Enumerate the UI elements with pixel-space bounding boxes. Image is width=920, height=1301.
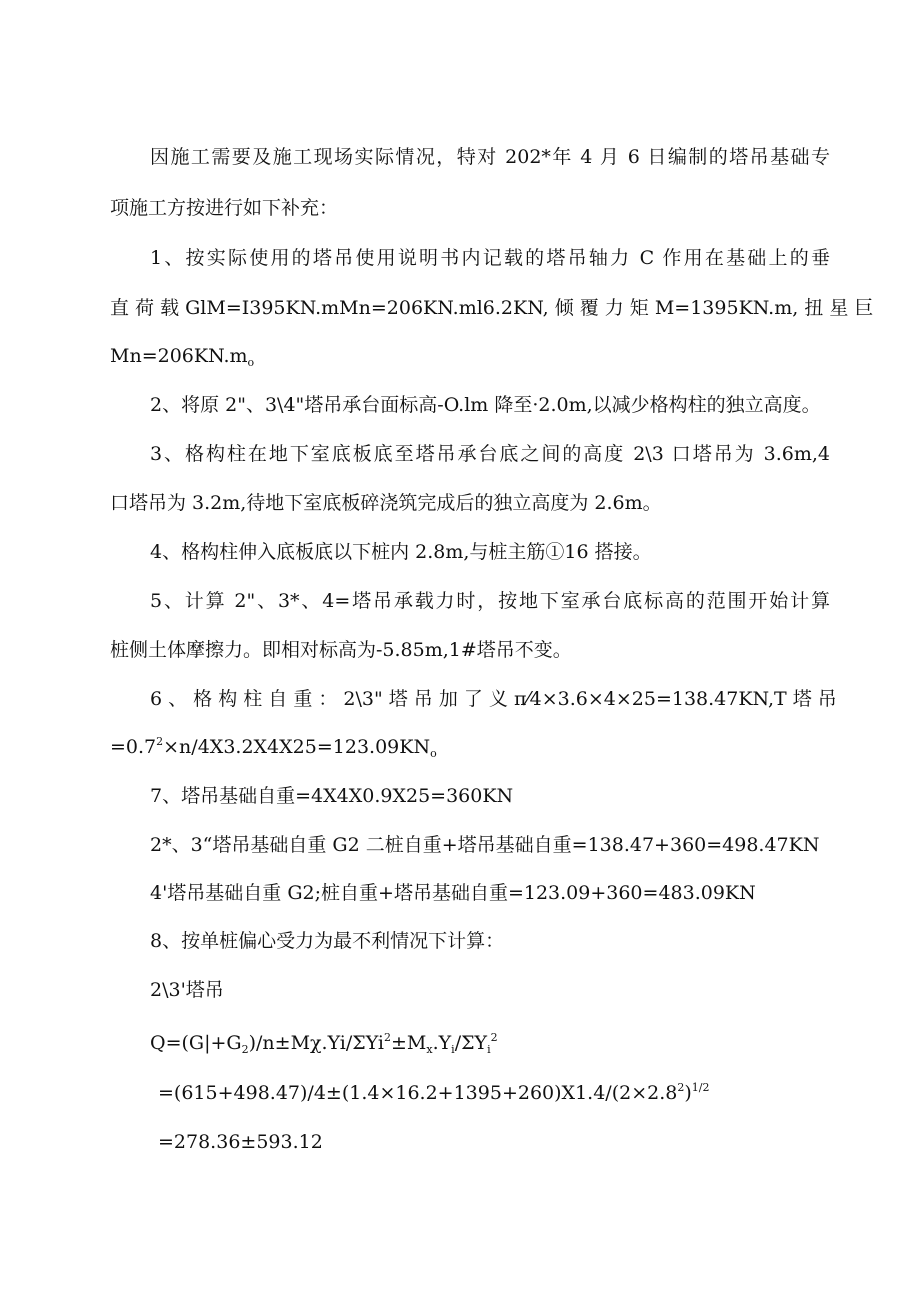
- formula-1-part-e: /ΣY: [454, 1032, 488, 1054]
- intro-line-2: 项施工方按进行如下补充：: [110, 197, 339, 219]
- item-6-line-1: 6 、 格 构 柱 自 重 ： 2\3" 塔 吊 加 了 义 π⁄4×3.6×4×25=138.47KN,T 塔 吊: [150, 688, 837, 710]
- formula-1-part-d: .Y: [432, 1032, 452, 1054]
- formula-2-part-b: ): [684, 1082, 692, 1104]
- formula-line-1: [150, 1030, 498, 1056]
- item-7-line-1: 7、塔吊基础自重=4X4X0.9X25=360KN: [150, 785, 514, 807]
- formula-1-part-c: ±M: [390, 1032, 427, 1054]
- formula-1-part-a: Q=(G|+G: [150, 1032, 242, 1054]
- item-1-line-2: 直 荷 载 GlM=I395KN.mMn=206KN.ml6.2KN, 倾 覆 力 矩 M=1395KN.m, 扭 星 巨: [110, 297, 874, 319]
- formula-1-sub-4: i: [487, 1043, 491, 1056]
- item-5-line-2: 桩侧土体摩擦力。即相对标高为-5.85m,1#塔吊不变。: [110, 639, 572, 661]
- formula-2-part-a: =(615+498.47)/4±(1.4×16.2+1395+260)X1.4/(2×2.8: [158, 1082, 678, 1104]
- item-1-line-3: [110, 343, 254, 369]
- item-8-line-1: 8、按单桩偏心受力为最不利情况下计算：: [150, 930, 505, 952]
- formula-1-sup-1: 2: [383, 1031, 391, 1044]
- item-6-line-2-sub: o: [430, 747, 437, 760]
- item-7b-line-1: 4'塔吊基础自重 G2;桩自重+塔吊基础自重=123.09+360=483.09KN: [150, 882, 756, 904]
- item-6-line-2-b: ×n/4X3.2X4X25=123.09KN: [163, 736, 431, 758]
- item-3-line-1: 3、格构柱在地下室底板底至塔吊承台底之间的高度 2\3 口塔吊为 3.6m,4: [150, 443, 830, 465]
- intro-line-1: 因施工需要及施工现场实际情况，特对 202*年 4 月 6 日编制的塔吊基础专: [150, 146, 830, 168]
- formula-1-sub-3: i: [451, 1043, 455, 1056]
- formula-1-part-b: )/n±Mχ.Yi/ΣYi: [248, 1032, 384, 1054]
- item-5-line-1: 5、计算 2"、3*、4=塔吊承载力时，按地下室承台底标高的范围开始计算: [150, 590, 830, 612]
- formula-1-sub-1: 2: [241, 1043, 249, 1056]
- item-7a-line-1: 2*、3“塔吊基础自重 G2 二桩自重+塔吊基础自重=138.47+360=498.47KN: [150, 834, 820, 856]
- item-4-line-1: 4、格构柱伸入底板底以下桩内 2.8m,与桩主筋①16 搭接。: [150, 541, 652, 563]
- formula-2-sup-1: 2: [677, 1081, 685, 1094]
- item-8-subtitle: 2\3'塔吊: [150, 979, 224, 1001]
- item-6-line-2-sup: 2: [156, 735, 164, 748]
- item-1-line-3-text: Mn=206KN.m: [110, 345, 248, 367]
- formula-line-3: =278.36±593.12: [158, 1131, 323, 1153]
- item-6-line-2: [110, 734, 437, 760]
- formula-line-2: [158, 1080, 709, 1106]
- item-3-line-2: 口塔吊为 3.2m,待地下室底板碎浇筑完成后的独立高度为 2.6m。: [110, 492, 662, 514]
- item-2-line-1: 2、将原 2"、3\4"塔吊承台面标高-O.lm 降至·2.0m,以减少格构柱的独立高度。: [150, 394, 821, 416]
- item-1-line-1: 1、按实际使用的塔吊使用说明书内记载的塔吊轴力 C 作用在基础上的垂: [150, 247, 830, 269]
- item-1-line-3-sub: o: [247, 356, 255, 369]
- formula-1-sup-2: 2: [490, 1031, 498, 1044]
- item-6-line-2-a: =0.7: [110, 736, 157, 758]
- formula-1-sub-2: x: [426, 1043, 433, 1056]
- formula-2-sup-2: 1/2: [691, 1081, 710, 1094]
